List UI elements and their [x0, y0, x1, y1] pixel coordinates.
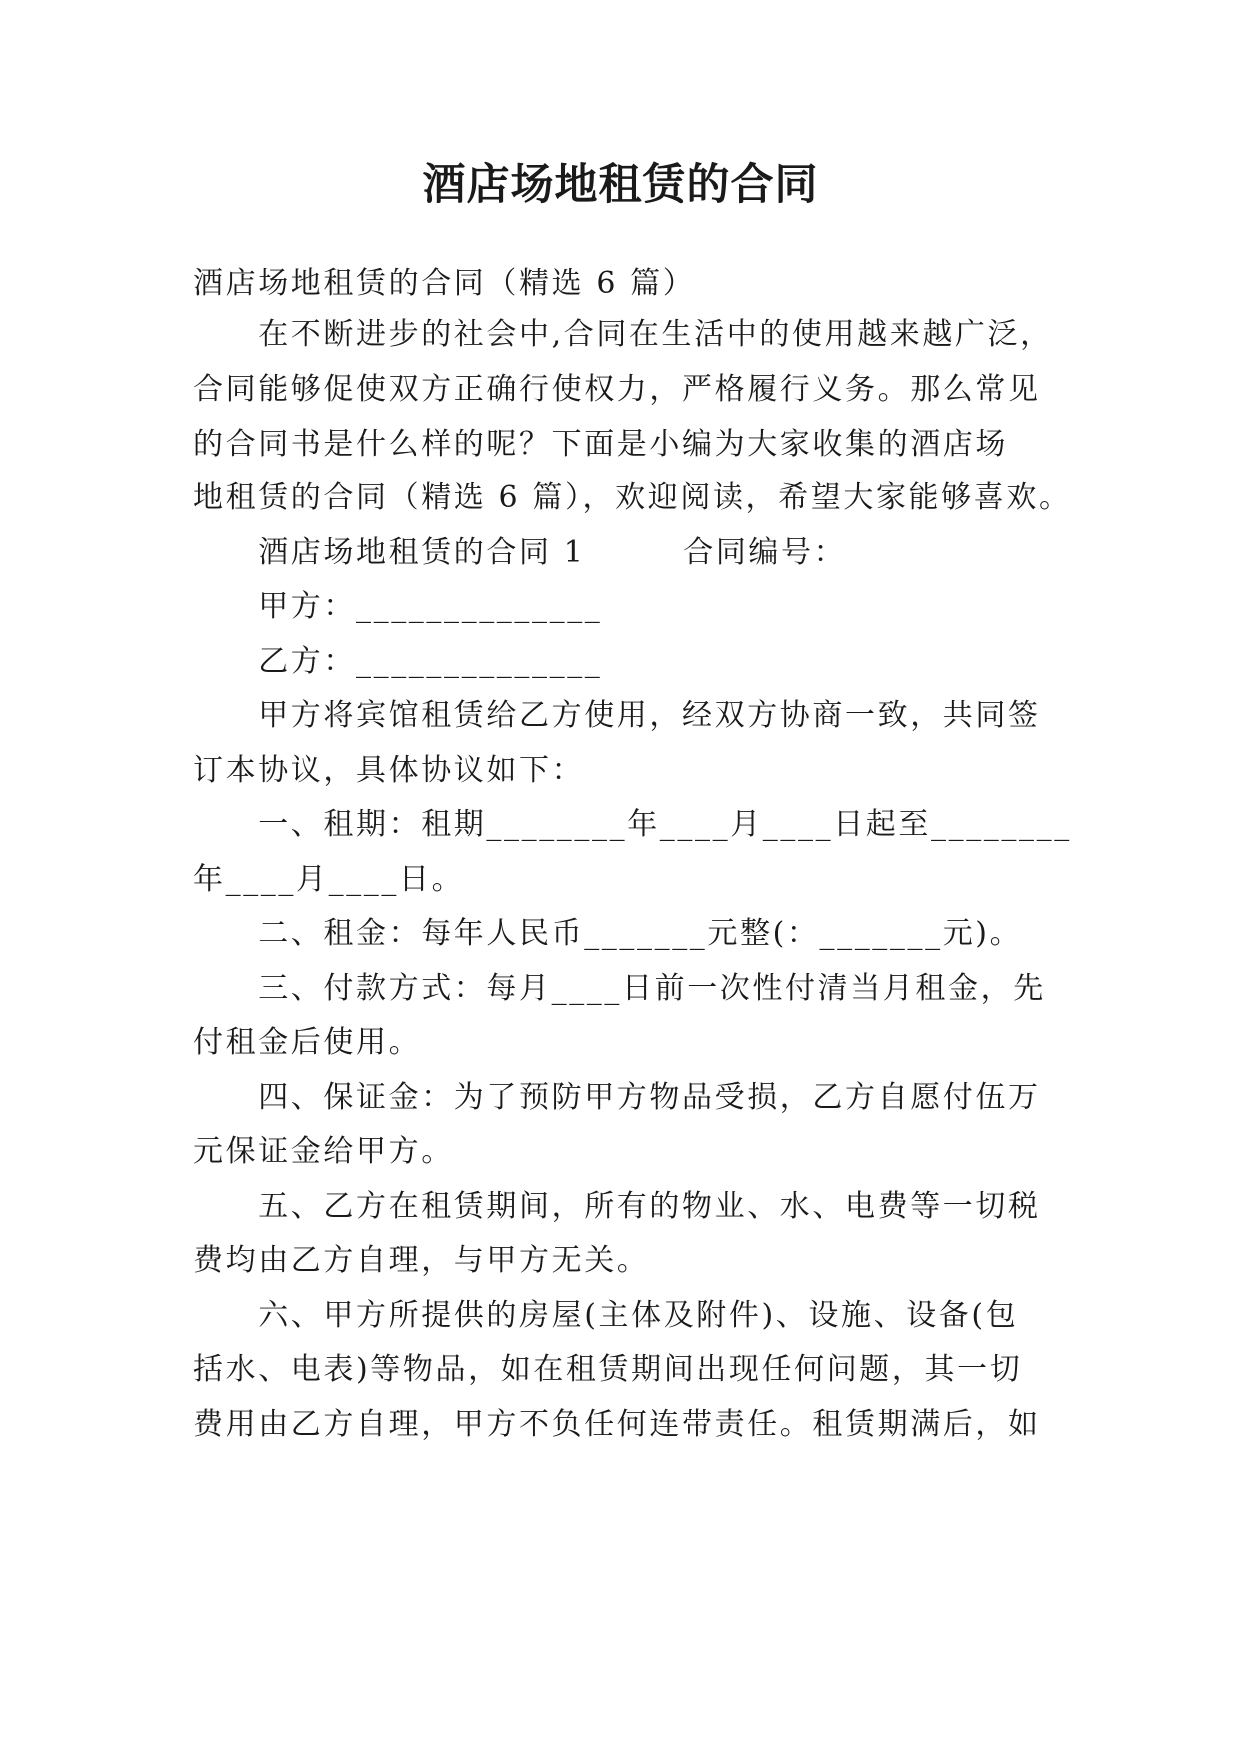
document-title: 酒店场地租赁的合同 [422, 160, 819, 210]
intro-line-1: 在不断进步的社会中,合同在生活中的使用越来越广泛， [193, 317, 1053, 352]
clause-4-line-1: 四、保证金：为了预防甲方物品受损，乙方自愿付伍万 [193, 1080, 1041, 1115]
contract-heading-line: 酒店场地租赁的合同 1 合同编号： [193, 535, 847, 570]
clause-6-line-3: 费用由乙方自理，甲方不负任何连带责任。租赁期满后，如 [193, 1407, 1041, 1442]
party-b-line: 乙方：______________ [193, 644, 603, 679]
intro-line-3: 的合同书是什么样的呢？下面是小编为大家收集的酒店场 [193, 427, 1008, 462]
clause-5-line-2: 费均由乙方自理，与甲方无关。 [193, 1243, 650, 1278]
party-a-line: 甲方：______________ [193, 589, 603, 624]
clause-3-line-1: 三、付款方式：每月____日前一次性付清当月租金，先 [193, 971, 1046, 1006]
clause-1-line-1: 一、租期：租期________年____月____日起至________ [193, 807, 1072, 842]
clause-2-line: 二、租金：每年人民币_______元整(：_______元)。 [193, 916, 1023, 951]
intro-line-4: 地租赁的合同（精选 6 篇），欢迎阅读，希望大家能够喜欢。 [193, 480, 1072, 515]
agreement-line-2: 订本协议，具体协议如下： [193, 753, 585, 788]
clause-6-line-2: 括水、电表)等物品，如在租赁期间出现任何问题，其一切 [193, 1352, 1023, 1387]
intro-line-2: 合同能够促使双方正确行使权力，严格履行义务。那么常见 [193, 372, 1041, 407]
clause-6-line-1: 六、甲方所提供的房屋(主体及附件)、设施、设备(包 [193, 1298, 1019, 1333]
clause-5-line-1: 五、乙方在租赁期间，所有的物业、水、电费等一切税 [193, 1189, 1041, 1224]
subtitle-line: 酒店场地租赁的合同（精选 6 篇） [193, 266, 696, 301]
agreement-line-1: 甲方将宾馆租赁给乙方使用，经双方协商一致，共同签 [193, 698, 1041, 733]
clause-1-line-2: 年____月____日。 [193, 862, 465, 897]
clause-4-line-2: 元保证金给甲方。 [193, 1134, 454, 1169]
clause-3-line-2: 付租金后使用。 [193, 1025, 422, 1060]
